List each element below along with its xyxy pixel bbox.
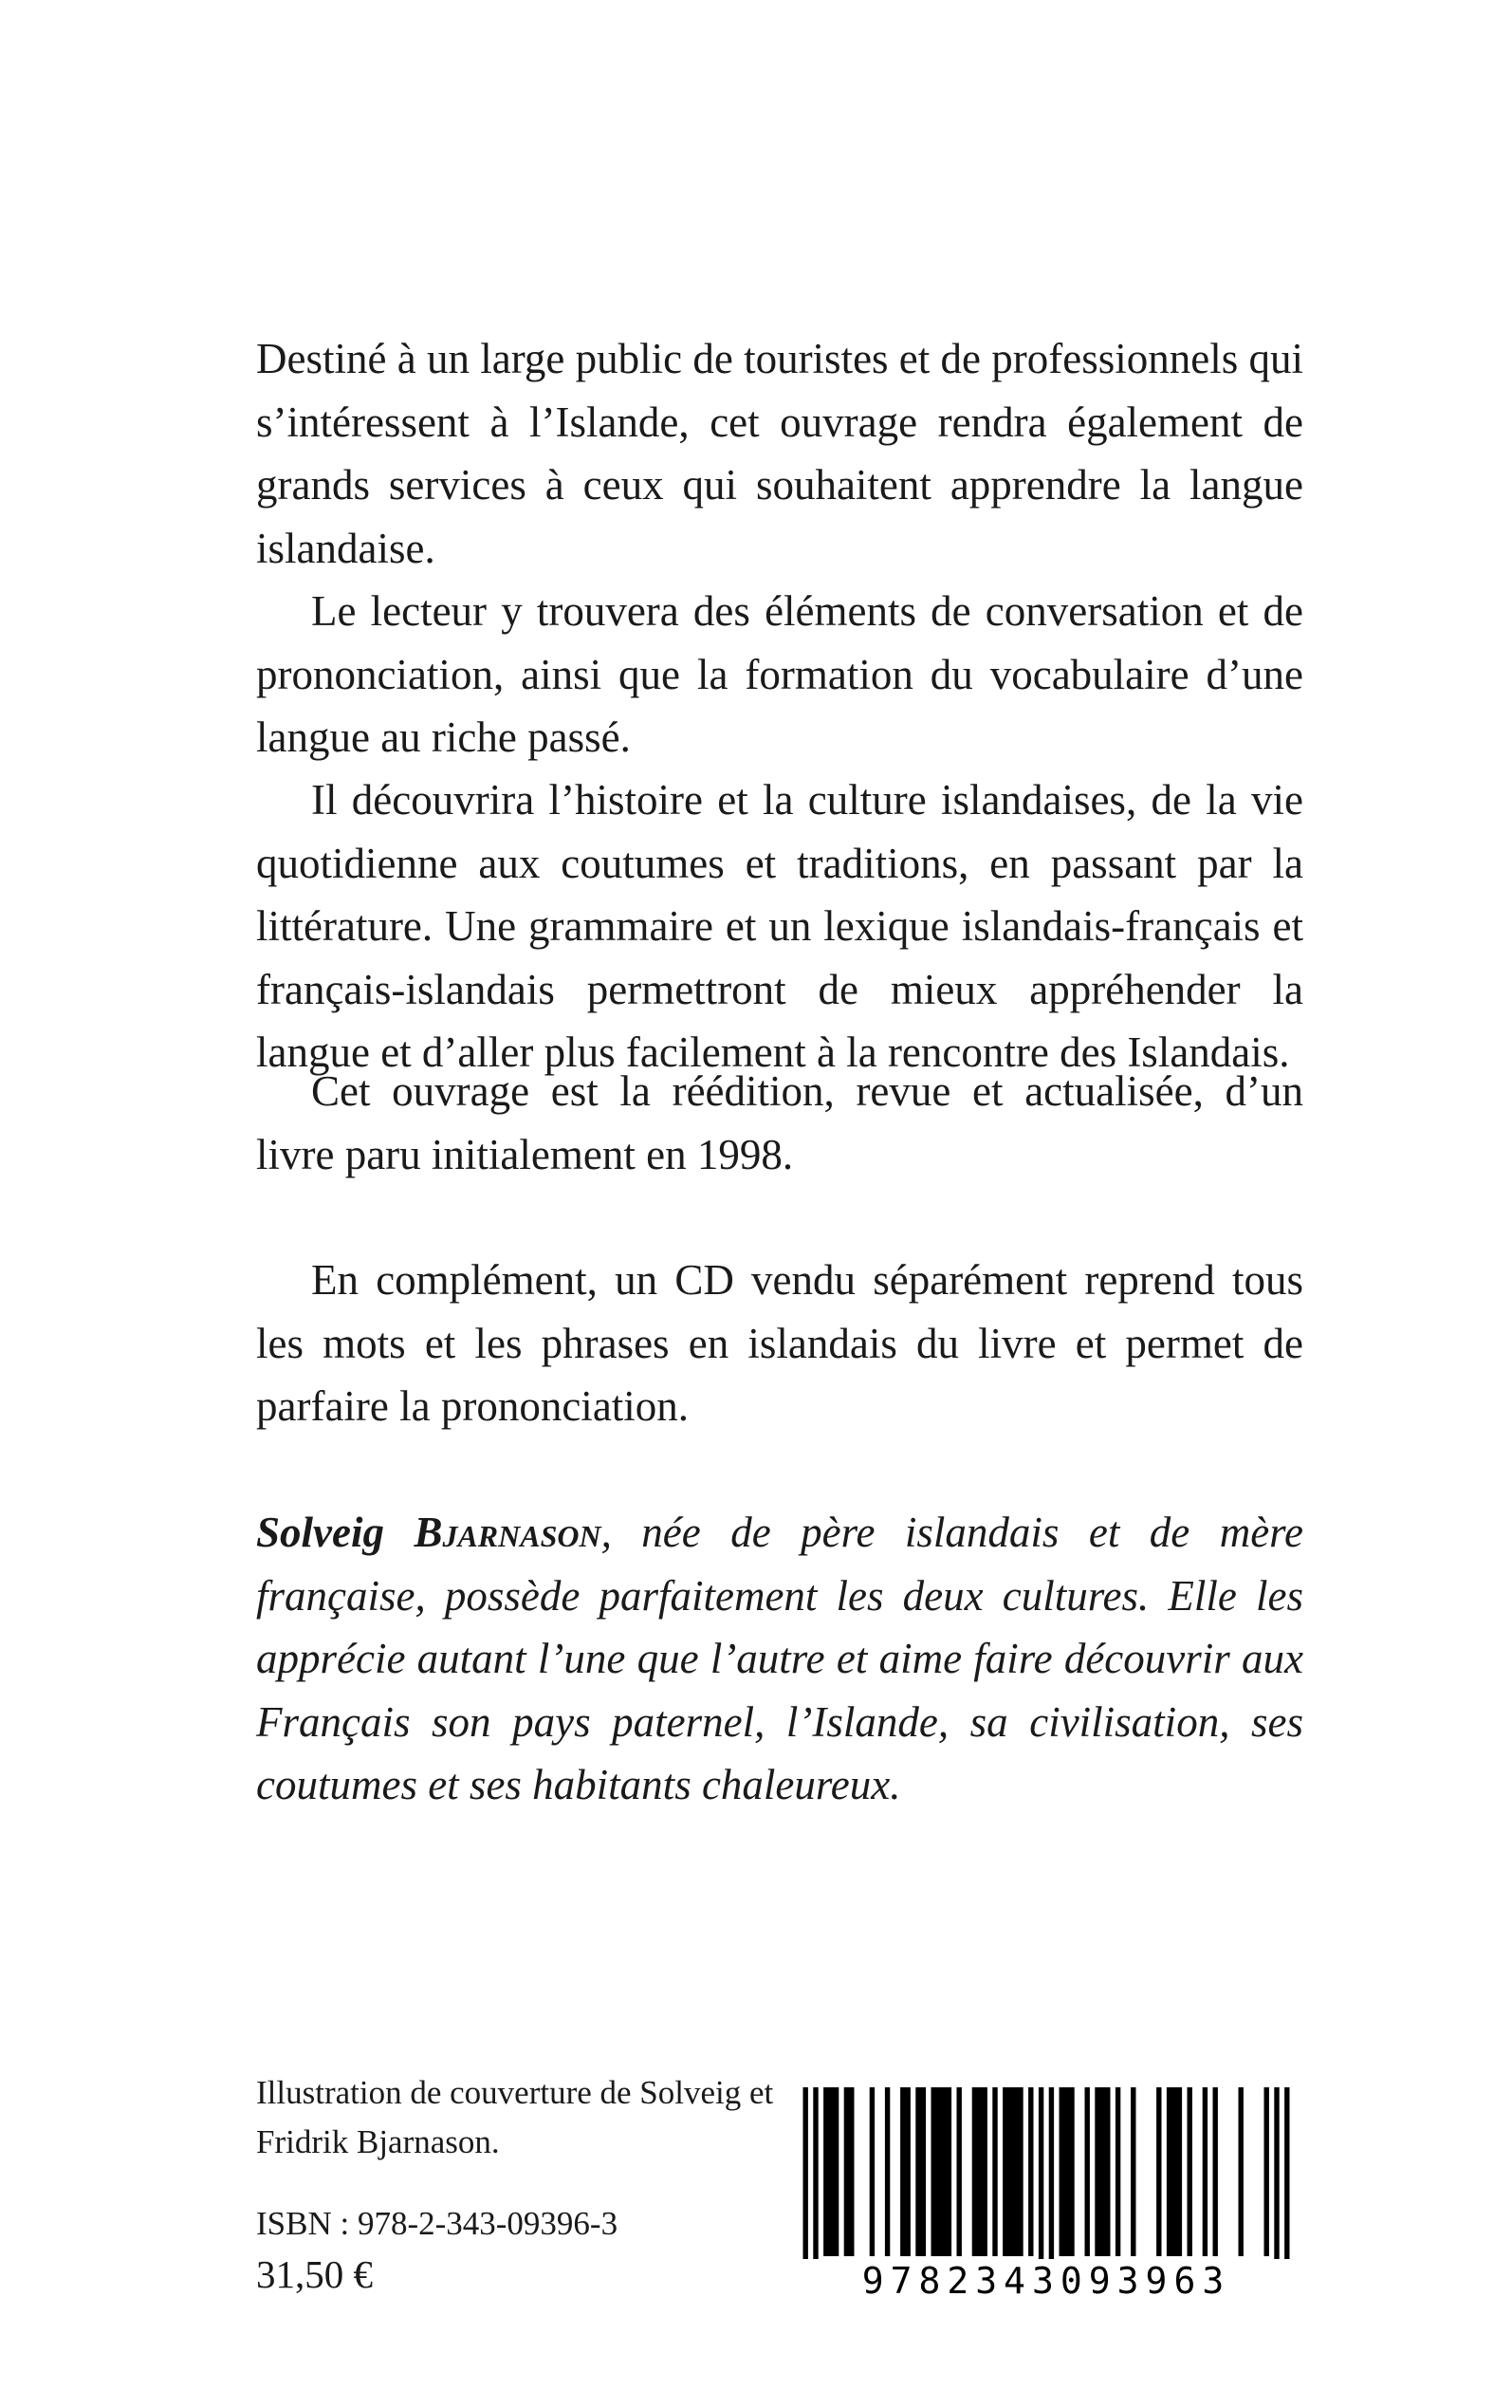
barcode-bar [1085,2087,1090,2256]
isbn-label: ISBN : 978-2-343-09396-3 [256,2205,618,2242]
barcode-bar [1203,2087,1208,2256]
barcode-bar [1213,2087,1218,2256]
barcode-bar [992,2087,997,2256]
description-paragraph-3: Il découvrira l’histoire et la culture islandaises, de la vie quotidienne aux coutumes et traditions, en passant par la littérature. Une grammaire et un lexique islandais-français et français-islandais permettront de mieux appréhender la langue et d’aller plus facilement à la rencontre des Islandais. [256,776,1303,1076]
author-first-name: Solveig [256,1509,384,1556]
barcode-bar [1060,2087,1075,2256]
barcode-bar [813,2087,818,2264]
barcode-bar [1095,2087,1110,2256]
price-label: 31,50 € [256,2252,373,2296]
author-bio [256,1501,1303,1817]
barcode-bar [1003,2087,1023,2256]
barcode-bar [1116,2087,1120,2256]
author-bio-text: , née de père islandais et de mère française, possède parfaitement les deux cultures. Elle les apprécie autant l’une que l’autre et aime faire découvrir aux Français son pays paternel, l’Islande, sa civilisation, ses coutumes et ses habitants chaleureux. [256,1509,1303,1808]
barcode-bar [1239,2087,1244,2256]
barcode-bar [900,2087,911,2256]
barcode-bar [1039,2087,1043,2264]
barcode-bar [1188,2087,1192,2256]
barcode-bar [1131,2087,1135,2256]
barcode-bar [1028,2087,1033,2256]
barcode [784,2084,1309,2311]
illustration-credit: Illustration de couverture de Solveig et Fridrik Bjarnason. [256,2074,774,2160]
barcode-bar [870,2087,875,2256]
barcode-bar [844,2087,855,2256]
barcode-bar [1274,2087,1279,2264]
author-last-name: Bjarnason [414,1509,601,1556]
barcode-bar [1156,2087,1161,2256]
barcode-bar [885,2087,890,2256]
barcode-bars [784,2084,1309,2264]
barcode-bar [931,2087,952,2256]
barcode-bar [957,2087,962,2256]
barcode-bar [915,2087,926,2256]
barcode-bar [1264,2087,1269,2256]
barcode-bar [803,2087,808,2264]
description-paragraph-5: En complément, un CD vendu séparément reprend tous les mots et les phrases en islandais du livre et permet de parfaire la prononciation. [256,1256,1303,1430]
description-paragraph-4: Cet ouvrage est la réédition, revue et actualisée, d’un livre paru initialement en 1998. [256,1067,1303,1178]
description-paragraph-2: Le lecteur y trouvera des éléments de conversation et de prononciation, ainsi que la formation du vocabulaire d’une langue au riche passé. [256,587,1303,761]
barcode-bar [823,2087,839,2256]
barcode-bar [1284,2087,1289,2264]
barcode-bar [1167,2087,1182,2256]
barcode-bar [972,2087,987,2256]
barcode-digits: 9782343093963 [784,2259,1309,2303]
barcode-bar [1049,2087,1054,2264]
description-paragraph-1: Destiné à un large public de touristes et de professionnels qui s’intéressent à l’Islande, cet ouvrage rendra également de grands services à ceux qui souhaitent apprendre la langue islandaise. [256,335,1303,572]
